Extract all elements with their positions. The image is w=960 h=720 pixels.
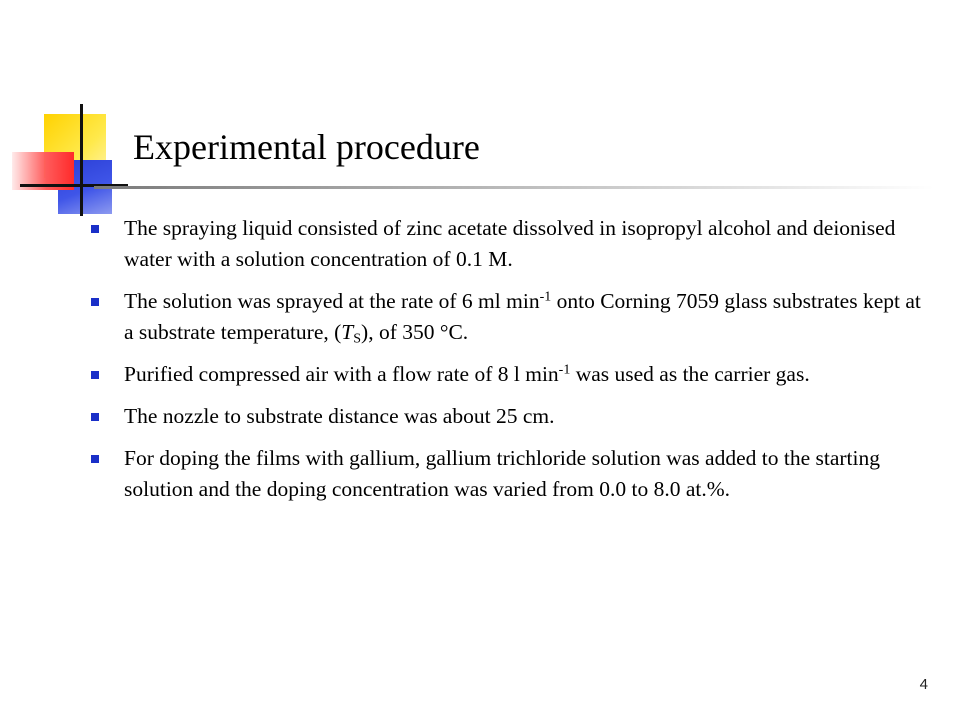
- bullet-list: [84, 213, 934, 516]
- bullet-text: onto Corning 7059 glass substrates kept at a substrate temperature, (: [124, 289, 921, 344]
- bullet-item: [84, 213, 934, 275]
- bullet-item: [84, 286, 934, 348]
- page-number: 4: [919, 676, 928, 693]
- bullet-text: was used as the carrier gas.: [570, 362, 810, 386]
- bullet-text: The spraying liquid consisted of zinc acetate dissolved in isopropyl alcohol and deionised water with a solution concentration of 0.1 M.: [124, 216, 896, 271]
- bullet-text: T: [341, 320, 354, 344]
- bullet-item: [84, 401, 934, 432]
- bullet-square-icon: [91, 371, 99, 379]
- title-underline: [94, 186, 934, 189]
- bullet-square-icon: [91, 225, 99, 233]
- bullet-square-icon: [91, 455, 99, 463]
- vertical-rule: [80, 104, 83, 216]
- bullet-text: Purified compressed air with a flow rate of 8 l min: [124, 362, 559, 386]
- bullet-item: [84, 359, 934, 390]
- bullet-text: For doping the films with gallium, gallium trichloride solution was added to the starting solution and the doping concentration was varied from 0.0 to 8.0 at.%.: [124, 446, 880, 501]
- bullet-text: -1: [558, 362, 571, 378]
- bullet-text: S: [353, 331, 362, 347]
- title-decoration: [0, 90, 140, 220]
- bullet-square-icon: [91, 413, 99, 421]
- bullet-text: The solution was sprayed at the rate of 6 ml min: [124, 289, 540, 313]
- bullet-text: -1: [539, 289, 552, 305]
- slide-title: Experimental procedure: [133, 127, 480, 167]
- bullet-text: ), of 350 °C.: [361, 320, 469, 344]
- bullet-item: [84, 443, 934, 505]
- bullet-text: The nozzle to substrate distance was about 25 cm.: [124, 404, 555, 428]
- bullet-square-icon: [91, 298, 99, 306]
